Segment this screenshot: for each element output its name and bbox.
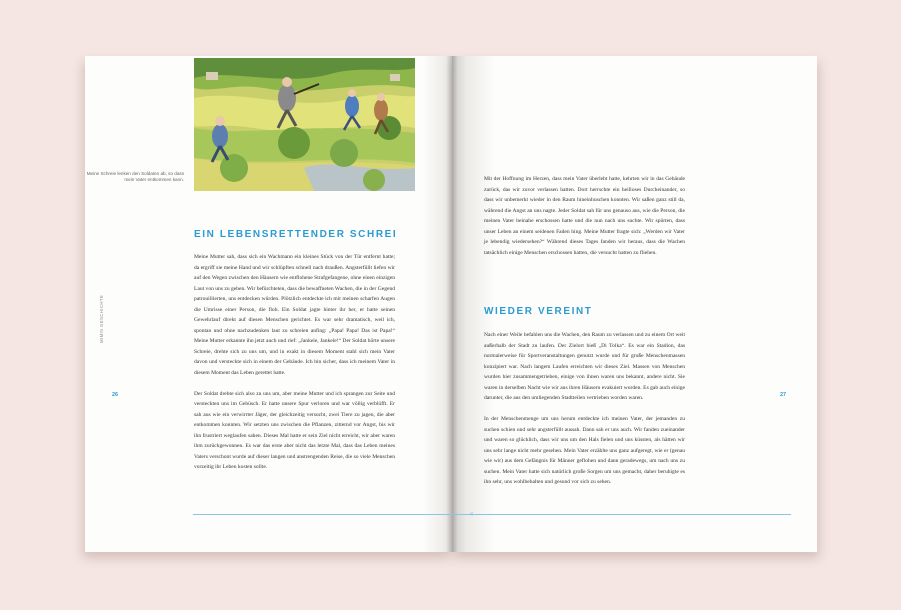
- registration-mark-icon: ✕: [469, 511, 475, 518]
- section-heading-wieder-vereint: WIEDER VEREINT: [484, 306, 593, 317]
- painting-figures-fleeing-on-hill: [194, 58, 415, 191]
- left-page: [85, 56, 452, 552]
- page-number-right: 27: [780, 392, 787, 398]
- paragraph: Nach einer Weile befahlen uns die Wachen, den Raum zu verlassen und zu einem Ort weit außerhalb der Stadt zu laufen. Der Zielort hieß „Di Tolka“. Es war ein Stadion, das normalerweise für Sportveranstaltungen genutzt wurde und für große Menschenmassen konzipiert war. Nach langem Laufen erreichten wir dieses Ziel. Massen von Menschen wurden hier zusammengetrieben, einige von ihnen waren uns bekannt, andere nicht. Sie waren in derselben Nacht wie wir aus ihren Häusern evakuiert worden. Es gab auch einige darunter, die aus den umliegenden Stadtteilen vertrieben worden waren.: [484, 332, 685, 401]
- page-number-left: 26: [112, 392, 119, 398]
- paragraph: In der Menschenmenge um uns herum entdeckte ich meinen Vater, der jemanden zu suchen schien und sehr angsterfüllt aussah. Dann sah er uns auch. Wir fanden zueinander und waren so glücklich, dass wir uns um den Hals fielen und uns küssten, als hätten wir uns sehr lange nicht mehr gesehen. Mein Vater erzählte uns ganz aufgeregt, wie er (genau wie wir) aus dem Gefängnis für Männer geflohen und dann geradewegs, um nach uns zu suchen. Mein Vater hatte sich natürlich große Sorgen um uns gemacht, daher beruhigte es ihn sehr, uns wohlbehalten und gesund vor sich zu sehen.: [484, 416, 685, 485]
- right-top-text: [484, 174, 685, 269]
- book-spread: [85, 56, 817, 552]
- left-body-text: [194, 252, 395, 483]
- running-head: MIMIS GESCHICHTE: [99, 294, 104, 343]
- registration-rule: [193, 514, 791, 515]
- illustration-image: [194, 58, 415, 191]
- paragraph: Mit der Hoffnung im Herzen, dass mein Vater überlebt hatte, kehrten wir in das Gebäude zurück, das wir zuvor verlassen hatten. Dort herrschte ein heilloses Durcheinander, so dass wir unbemerkt wieder in den Raum hineinhuschen konnten. Wir saßen ganz still da, während die Angst an uns nagte. Jeder Soldat sah für uns genauso aus, wie die Person, die meinen Vater beinahe erschossen hatte und die nun nach uns suchte. Wir spürten, dass unser Leben an einem seidenen Faden hing. Meine Mutter fragte sich: „Werden wir Vater je lebendig wiedersehen?“ Während dieses Tages fanden wir heraus, dass die Wachen tatsächlich einige Menschen erschossen hatten, die versucht hatten zu fliehen.: [484, 176, 685, 256]
- right-page: [452, 56, 817, 552]
- section-heading-lebensrettender-schrei: EIN LEBENSRETTENDER SCHREI: [194, 229, 398, 240]
- paragraph: Meine Mutter sah, dass sich ein Wachmann ein kleines Stück von der Tür entfernt hatte; da ergriff sie meine Hand und wir schlüpften schnell nach draußen. Angsterfüllt liefen wir auf den Wegen zwischen den Häusern wie entflohene Strafgefangene, ohne einen einzigen Laut von uns zu geben. Wir befürchteten, dass die bewaffneten Wachen, die in der Gegend patrouillierten, uns entdecken würden. Plötzlich entdeckte ich mit meinen scharfen Augen die Umrisse einer Person, die floh. Ein Soldat jagte hinter ihr her, er hatte seinen Gewehrlauf direkt auf diesen Menschen gerichtet. Es war sehr dramatisch, weil ich, spontan und ohne nachzudenken laut zu schreien anfing: „Papa! Papa! Das ist Papa!“ Meine Mutter erkannte ihn jetzt auch und rief: „Jankele, Jankele!“ Der Soldat hörte unsere Schreie, drehte sich zu uns um, und in exakt in diesem Moment stahl sich mein Vater davon und versteckte sich in einem der Gebäude. Ich bin sicher, dass ich meinem Vater in diesem Moment das Leben gerettet hatte.: [194, 254, 395, 376]
- image-caption: Meine Schreie lenken den Soldaten ab, so dass mein Vater entkommen kann.: [86, 171, 184, 183]
- book-gutter: [446, 56, 458, 552]
- paragraph: Der Soldat drehte sich also zu uns um, aber meine Mutter und ich sprangen zur Seite und versteckten uns im Gebüsch. Er hatte unsere Spur verloren und war völlig verblüfft. Er sah aus wie ein verwirrter Jäger, der gleichzeitig versucht, zwei Tiere zu jagen, die aber entkommen konnten. Wir setzten uns zwischen die Pflanzen, zitternd vor Angst, bis wir ihn frustriert weglaufen sahen. Dieses Mal hatte er sein Ziel nicht erreicht, wir aber waren ihm zurückgewonnen. Es war das erste aber nicht das letzte Mal, dass das Leben meines Vaters verschont wurde auf dieser langen und anstrengenden Reise, die so viele Menschen vorzeitig ihr Leben kosten sollte.: [194, 390, 395, 470]
- right-body-text: [484, 330, 685, 498]
